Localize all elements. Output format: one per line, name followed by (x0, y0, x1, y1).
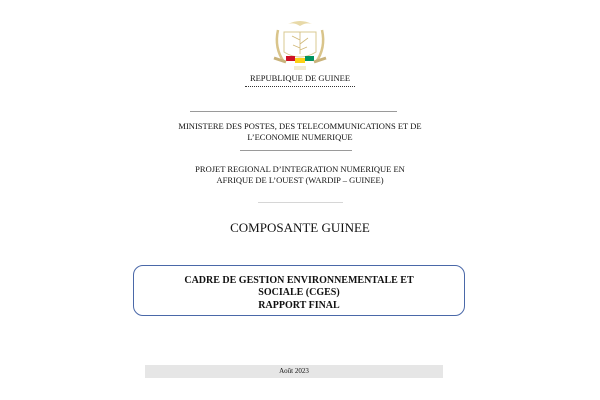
country-separator (245, 86, 355, 87)
project-line-1: PROJET REGIONAL D’INTEGRATION NUMERIQUE EN (195, 164, 405, 174)
coat-of-arms-emblem (262, 18, 338, 74)
project-line-2: AFRIQUE DE L’OUEST (WARDIP – GUINEE) (216, 174, 384, 185)
ministry-name (0, 121, 600, 142)
report-title-line-2: SOCIALE (CGES) (258, 287, 340, 298)
report-date: Août 2023 (145, 365, 443, 378)
ministry-line-1: MINISTERE DES POSTES, DES TELECOMMUNICATIONS ET DE (178, 121, 422, 131)
divider (258, 202, 343, 203)
report-title-line-1: CADRE DE GESTION ENVIRONNEMENTALE ET (184, 275, 414, 286)
divider (240, 150, 352, 151)
report-title-box (133, 265, 465, 316)
component-title: COMPOSANTE GUINEE (230, 220, 370, 235)
country-name: REPUBLIQUE DE GUINEE (249, 73, 351, 83)
divider (190, 111, 397, 112)
report-subtitle: RAPPORT FINAL (258, 300, 340, 311)
project-name (0, 164, 600, 185)
ministry-line-2: L’ECONOMIE NUMERIQUE (247, 131, 353, 142)
